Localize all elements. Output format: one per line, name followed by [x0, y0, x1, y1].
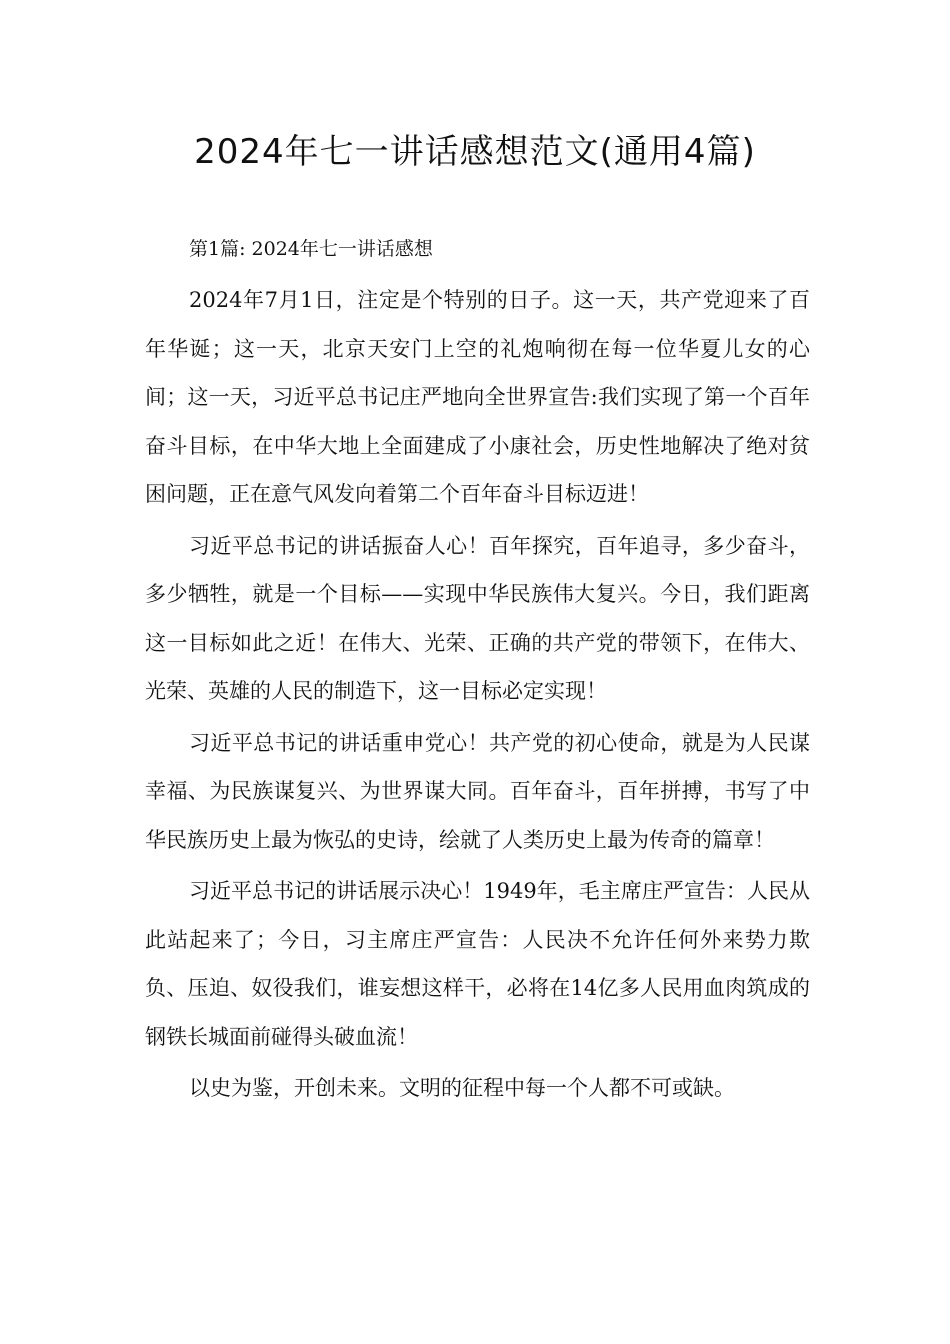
paragraph-3: 习近平总书记的讲话重申党心！共产党的初心使命，就是为人民谋幸福、为民族谋复兴、为世界谋大同。百年奋斗，百年拼搏，书写了中华民族历史上最为恢弘的史诗，绘就了人类历史上最为传奇的篇章！	[145, 730, 810, 852]
section-heading: 第1篇: 2024年七一讲话感想	[189, 238, 433, 260]
document-title: 2024年七一讲话感想范文(通用4篇)	[194, 132, 756, 172]
paragraph-4: 习近平总书记的讲话展示决心！1949年，毛主席庄严宣告：人民从此站起来了；今日，习主席庄严宣告：人民决不允许任何外来势力欺负、压迫、奴役我们，谁妄想这样干，必将在14亿多人民用血肉筑成的钢铁长城面前碰得头破血流！	[145, 879, 810, 1049]
paragraph-5: 以史为鉴，开创未来。文明的征程中每一个人都不可或缺。	[189, 1076, 735, 1100]
document-body	[145, 230, 810, 1116]
paragraph-2: 习近平总书记的讲话振奋人心！百年探究，百年追寻，多少奋斗，多少牺牲，就是一个目标——实现中华民族伟大复兴。今日，我们距离这一目标如此之近！在伟大、光荣、正确的共产党的带领下，在伟大、光荣、英雄的人民的制造下，这一目标必定实现！	[145, 533, 810, 703]
paragraph-1: 2024年7月1日，注定是个特别的日子。这一天，共产党迎来了百年华诞；这一天，北京天安门上空的礼炮响彻在每一位华夏儿女的心间；这一天，习近平总书记庄严地向全世界宣告:我们实现了第一个百年奋斗目标，在中华大地上全面建成了小康社会，历史性地解决了绝对贫困问题，正在意气风发向着第二个百年奋斗目标迈进！	[145, 288, 810, 506]
